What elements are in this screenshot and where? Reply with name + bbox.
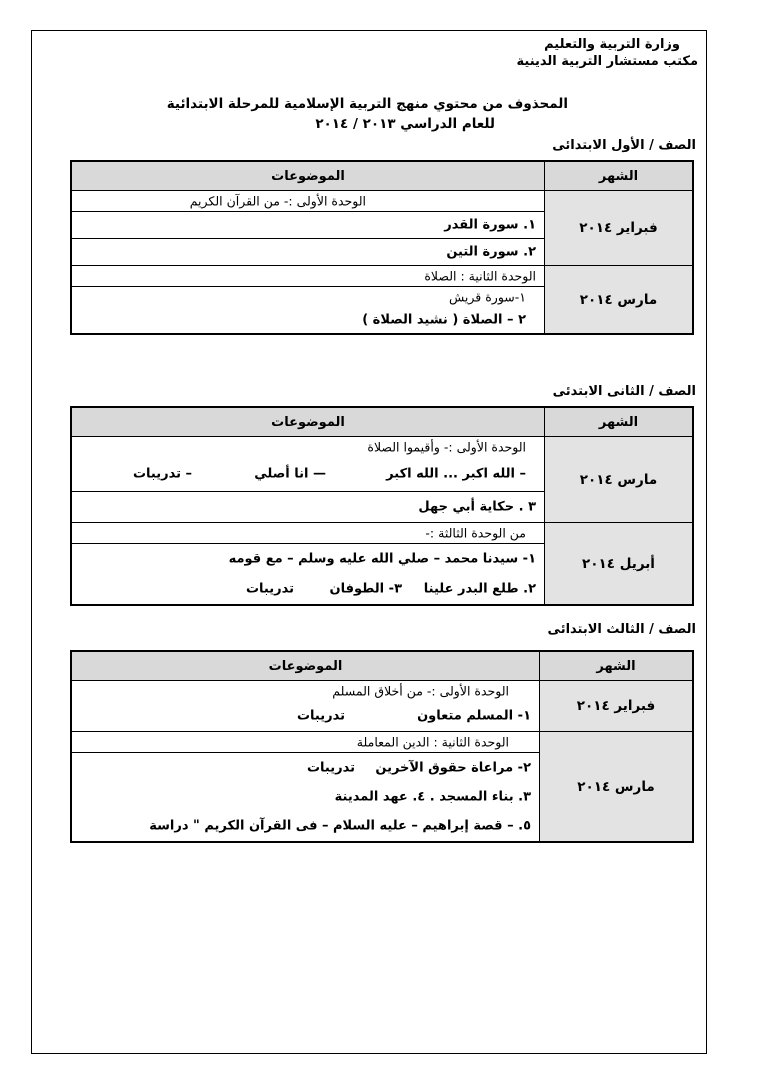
month-header: الشهر (545, 161, 694, 191)
topic-item: ١-سورة قريش (448, 289, 526, 305)
topic-item: ٢. سورة التين (446, 244, 536, 260)
unit-title: الوحدة الثانية : الدين المعاملة (356, 734, 509, 750)
topic-row (71, 492, 545, 523)
topic-item: ٥. – قصة إبراهيم – عليه السلام – فى القرآن الكريم " دراسة (149, 818, 531, 834)
topic-row (71, 753, 540, 784)
topic-item: ٢. طلع البدر علينا (423, 581, 536, 597)
topic-row (71, 811, 540, 842)
topic-item: ٣. بناء المسجد . ٤. عهد المدينة (334, 789, 531, 805)
academic-year: للعام الدراسي ٢٠١٣ / ٢٠١٤ (315, 116, 495, 132)
topic-row (71, 287, 545, 308)
grade1-label: الصف / الأول الابتدائى (552, 138, 696, 153)
grade2-table (70, 406, 694, 606)
unit-row (71, 191, 545, 212)
month-cell: فبراير ٢٠١٤ (545, 191, 694, 266)
topic-item: – الله اكبر ... الله اكبر (386, 466, 526, 482)
topics-header: الموضوعات (71, 161, 545, 191)
topic-row (71, 701, 540, 732)
topic-row (71, 307, 545, 334)
topics-header: الموضوعات (71, 407, 545, 437)
unit-row (71, 732, 540, 753)
unit-title: الوحدة الثانية : الصلاة (424, 268, 536, 284)
topic-item: — انا أصلي (254, 466, 326, 482)
topic-item: ١- المسلم متعاون (417, 708, 531, 724)
topic-item: ٢ – الصلاة ( نشيد الصلاة ) (362, 312, 526, 328)
office-name: مكتب مستشار التربية الدينية (516, 54, 698, 69)
unit-row (71, 266, 545, 287)
topic-row (71, 239, 545, 266)
unit-title: الوحدة الأولى :- وأقيموا الصلاة (367, 439, 526, 455)
topic-row (71, 544, 545, 575)
unit-title: الوحدة الأولى :- من أخلاق المسلم (332, 683, 509, 699)
topic-item: ١- سيدنا محمد – صلي الله عليه وسلم – مع قومه (228, 551, 536, 567)
unit-title: الوحدة الأولى :- من القرآن الكريم (189, 193, 366, 209)
unit-row (71, 681, 540, 702)
topic-row (71, 457, 545, 492)
month-header: الشهر (545, 407, 694, 437)
topic-item: ١. سورة القدر (444, 217, 536, 233)
topic-item: تدريبات (245, 581, 294, 597)
month-cell: أبريل ٢٠١٤ (545, 523, 694, 606)
topic-item: ٣- الطوفان (329, 581, 402, 597)
grade1-table (70, 160, 694, 335)
document-title: المحذوف من محتوي منهج التربية الإسلامية للمرحلة الابتدائية (166, 96, 568, 112)
topic-item: – تدريبات (132, 466, 192, 482)
month-cell: مارس ٢٠١٤ (545, 266, 694, 335)
topic-item: ٣ . حكاية أبي جهل (418, 499, 536, 515)
topic-row (71, 783, 540, 811)
topic-item: تدريبات (296, 708, 345, 724)
month-cell: مارس ٢٠١٤ (545, 437, 694, 523)
month-cell: مارس ٢٠١٤ (540, 732, 694, 843)
grade2-label: الصف / الثانى الابتدئى (552, 384, 696, 399)
month-cell: فبراير ٢٠١٤ (540, 681, 694, 732)
ministry-name: وزارة التربية والتعليم (544, 37, 680, 52)
topic-row (71, 212, 545, 239)
grade3-table (70, 650, 694, 843)
topic-row (71, 574, 545, 605)
topics-header: الموضوعات (71, 651, 540, 681)
grade3-label: الصف / الثالث الابتدائى (547, 622, 696, 637)
unit-row (71, 523, 545, 544)
unit-row (71, 437, 545, 458)
unit-title: من الوحدة الثالثة :- (425, 525, 526, 541)
topic-item: تدريبات (306, 760, 355, 776)
month-header: الشهر (540, 651, 694, 681)
topic-item: ٢- مراعاة حقوق الآخرين (375, 760, 531, 776)
